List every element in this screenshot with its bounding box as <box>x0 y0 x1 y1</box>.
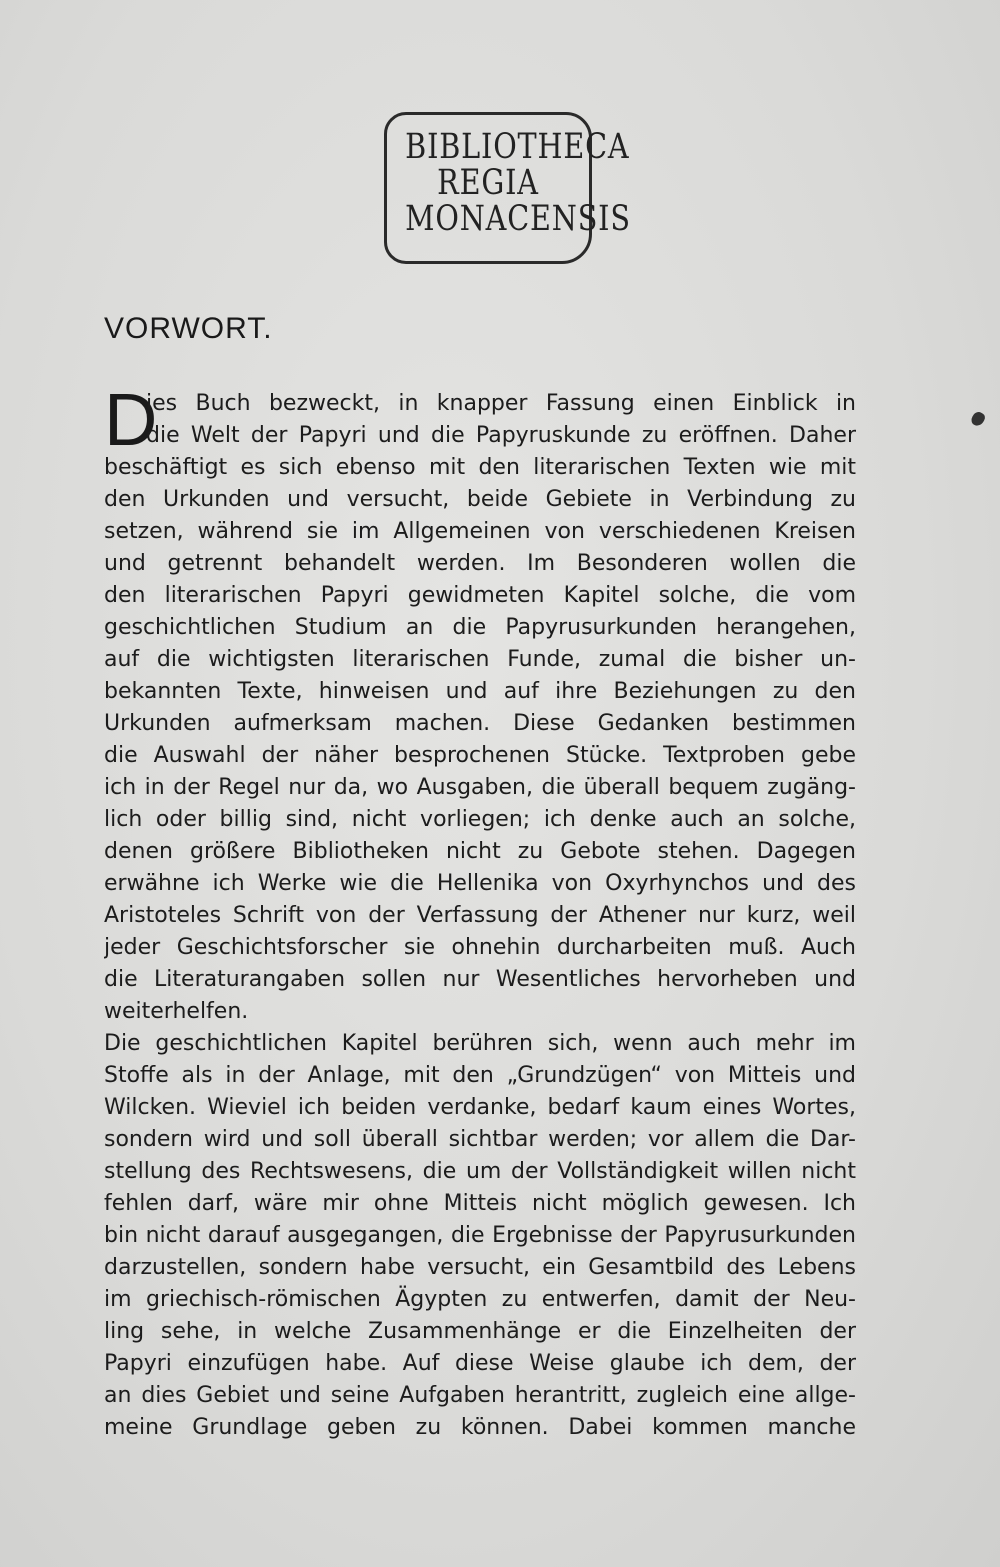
page-title: VORWORT. <box>104 312 273 345</box>
text-line: den literarischen Papyri gewidmeten Kapitel solche, die vom <box>104 583 856 608</box>
text-line: lich oder billig sind, nicht vorliegen; ich denke auch an solche, <box>104 807 856 832</box>
text-line: meine Grundlage geben zu können. Dabei kommen manche <box>104 1415 856 1440</box>
ink-speck <box>969 410 986 428</box>
text-line: setzen, während sie im Allgemeinen von verschiedenen Kreisen <box>104 519 856 544</box>
text-line: geschichtlichen Studium an die Papyrusurkunden herangehen, <box>104 615 856 640</box>
text-line: und getrennt behandelt werden. Im Besonderen wollen die <box>104 551 856 576</box>
text-line: die Auswahl der näher besprochenen Stücke. Textproben gebe <box>104 743 856 768</box>
text-line: bekannten Texte, hinweisen und auf ihre Beziehungen zu den <box>104 679 856 704</box>
text-line: ich in der Regel nur da, wo Ausgaben, die überall bequem zugäng- <box>104 775 856 800</box>
text-line: Papyri einzufügen habe. Auf diese Weise glaube ich dem, der <box>104 1351 856 1376</box>
text-line: Urkunden aufmerksam machen. Diese Gedanken bestimmen <box>104 711 856 736</box>
text-line: Die geschichtlichen Kapitel berühren sich, wenn auch mehr im <box>104 1031 856 1056</box>
text-line: fehlen darf, wäre mir ohne Mitteis nicht möglich gewesen. Ich <box>104 1191 856 1216</box>
preface-text <box>104 378 856 1444</box>
text-line: Aristoteles Schrift von der Verfassung der Athener nur kurz, weil <box>104 903 856 928</box>
text-line: im griechisch-römischen Ägypten zu entwerfen, damit der Neu- <box>104 1287 856 1312</box>
stamp-line-2: REGIA <box>437 163 539 203</box>
text-line: die Welt der Papyri und die Papyruskunde zu eröffnen. Daher <box>146 423 856 448</box>
text-line: beschäftigt es sich ebenso mit den literarischen Texten wie mit <box>104 455 856 480</box>
text-line: stellung des Rechtswesens, die um der Vollständigkeit willen nicht <box>104 1159 856 1184</box>
text-line: erwähne ich Werke wie die Hellenika von Oxyrhynchos und des <box>104 871 856 896</box>
drop-cap: D <box>104 378 158 461</box>
text-line: auf die wichtigsten literarischen Funde, zumal die bisher un- <box>104 647 856 672</box>
text-line: darzustellen, sondern habe versucht, ein Gesamtbild des Lebens <box>104 1255 856 1280</box>
text-line: weiterhelfen. <box>104 999 249 1024</box>
text-line: ling sehe, in welche Zusammenhänge er die Einzelheiten der <box>104 1319 856 1344</box>
text-line: Stoffe als in der Anlage, mit den „Grundzügen“ von Mitteis und <box>104 1063 856 1088</box>
text-line: Wilcken. Wieviel ich beiden verdanke, bedarf kaum eines Wortes, <box>104 1095 856 1120</box>
text-line: die Literaturangaben sollen nur Wesentliches hervorheben und <box>104 967 856 992</box>
text-line: den Urkunden und versucht, beide Gebiete in Verbindung zu <box>104 487 856 512</box>
text-line: an dies Gebiet und seine Aufgaben herantritt, zugleich eine allge- <box>104 1383 856 1408</box>
stamp-line-3: MONACENSIS <box>405 199 631 239</box>
stamp-line-1: BIBLIOTHECA <box>405 127 630 167</box>
text-line: jeder Geschichtsforscher sie ohnehin durcharbeiten muß. Auch <box>104 935 856 960</box>
text-line: bin nicht darauf ausgegangen, die Ergebnisse der Papyrusurkunden <box>104 1223 856 1248</box>
text-line: denen größere Bibliotheken nicht zu Gebote stehen. Dagegen <box>104 839 856 864</box>
text-line: ies Buch bezweckt, in knapper Fassung einen Einblick in <box>146 391 856 416</box>
library-stamp <box>384 112 631 264</box>
text-line: sondern wird und soll überall sichtbar werden; vor allem die Dar- <box>104 1127 856 1152</box>
